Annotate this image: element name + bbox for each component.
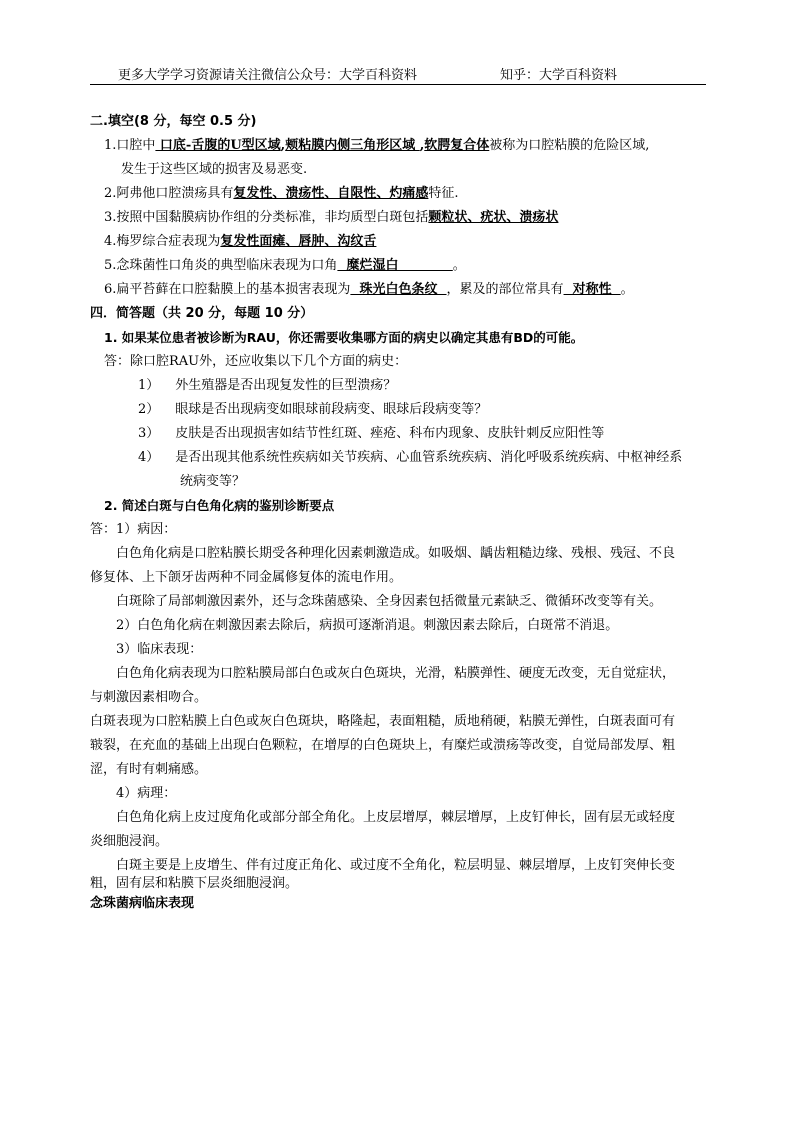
fill-q3-answer: 颗粒状、疣状、溃疡状	[428, 210, 559, 225]
fill-q1-sep-1: ,	[280, 138, 286, 153]
short-q1-answer-intro: 答：除口腔RAU外，还应收集以下几个方面的病史：	[104, 354, 408, 369]
short-q1-item-4-num: 4）	[138, 450, 160, 465]
short-q2-line: 白色角化病是口腔粘膜长期受各种理化因素刺激造成。如吸烟、龋齿粗糙边缘、残根、残冠、不良	[116, 546, 676, 561]
short-q2-line: 与刺激因素相吻合。	[90, 690, 208, 705]
fill-q2	[104, 186, 459, 202]
short-q2-line: 炎细胞浸润。	[90, 834, 169, 849]
short-q2-line: 涩，有时有刺痛感。	[90, 762, 208, 777]
short-q2-line: 白色角化病表现为口腔粘膜局部白色或灰白色斑块，光滑，粘膜弹性、硬度无改变，无自觉症状，	[116, 666, 676, 681]
fill-q1-post: 被称为口腔粘膜的危险区域,	[489, 138, 650, 153]
short-q2-line: 4）病理：	[116, 786, 177, 801]
fill-q4-answer: 复发性面瘫、唇肿、沟纹舌	[220, 234, 377, 249]
short-q1-item-4-text: 是否出现其他系统性疾病如关节疾病、心血管系统疾病、消化呼吸系统疾病、中枢神经系	[175, 450, 683, 465]
short-q2-title: 2. 简述白斑与白色角化病的鉴别诊断要点	[104, 498, 335, 513]
fill-q1-sep-2: ,	[419, 138, 425, 153]
fill-q1-answer-2: 颊粘膜内侧三角形区域	[285, 138, 420, 153]
short-q1-title: 1. 如果某位患者被诊断为RAU，你还需要收集哪方面的病史以确定其患有BD的可能。	[104, 330, 584, 345]
fill-q1-answer-1: 口底-舌腹的U型区域	[155, 138, 281, 153]
fill-q3	[104, 210, 558, 226]
short-q2-line: 皲裂，在充血的基础上出现白色颗粒，在增厚的白色斑块上，有糜烂或溃疡等改变，自觉局部发厚、粗	[90, 738, 676, 753]
short-q1-item-1-num: 1）	[138, 378, 160, 393]
short-q2-line: 白斑主要是上皮增生、伴有过度正角化、或过度不全角化，粒层明显、棘层增厚，上皮钉突伸长变	[116, 858, 676, 873]
fill-q6-pre: 6.扁平苔藓在口腔黏膜上的基本损害表现为	[104, 282, 351, 297]
short-q2-line: 粗，固有层和粘膜下层炎细胞浸润。	[90, 876, 299, 891]
short-q2-line: 答：1）病因：	[90, 522, 177, 537]
fill-q5-answer: 糜烂湿白	[337, 258, 453, 273]
fill-q3-pre: 3.按照中国黏膜病协作组的分类标准，非均质型白斑包括	[104, 210, 429, 225]
fill-q2-pre: 2.阿弗他口腔溃疡具有	[104, 186, 234, 201]
fill-q1-line2: 发生于这些区域的损害及易恶变.	[121, 162, 308, 177]
short-q1-item-1	[138, 378, 396, 394]
short-q2-line: 白色角化病上皮过度角化或部分部全角化。上皮层增厚，棘层增厚，上皮钉伸长，固有层无或轻度	[116, 810, 676, 825]
fill-q2-answer: 复发性、溃疡性、自限性、灼痛感	[233, 186, 429, 201]
fill-q1-pre: 1.口腔中	[104, 138, 156, 153]
header-left-text: 更多大学学习资源请关注微信公众号：大学百科资料	[118, 68, 418, 83]
short-q2-line: 白斑表现为口腔粘膜上白色或灰白色斑块，略隆起，表面粗糙，质地稍硬，粘膜无弹性，白斑表面可有	[90, 714, 676, 729]
short-q2-line: 2）白色角化病在刺激因素去除后，病损可逐渐消退。刺激因素去除后，白斑常不消退。	[116, 618, 619, 633]
fill-q5-pre: 5.念珠菌性口角炎的典型临床表现为口角	[104, 258, 338, 273]
fill-q5-post: 。	[452, 258, 466, 273]
fill-q6-answer-1: 珠光白色条纹	[350, 282, 447, 297]
fill-q4	[104, 234, 376, 250]
fill-q6-mid: ，累及的部位常具有	[446, 282, 564, 297]
fill-q4-pre: 4.梅罗综合症表现为	[104, 234, 221, 249]
short-q1-item-2-num: 2）	[138, 402, 160, 417]
short-q2-line: 修复体、上下颌牙齿两种不同金属修复体的流电作用。	[90, 570, 403, 585]
short-q1-item-2	[138, 402, 487, 418]
fill-q6	[104, 282, 634, 298]
short-q1-item-3-num: 3）	[138, 426, 160, 441]
fill-section-title: 二.填空(8 分，每空 0.5 分)	[90, 114, 257, 129]
short-q1-item-1-text: 外生殖器是否出现复发性的巨型溃疡？	[175, 378, 397, 393]
header-right-text: 知乎：大学百科资料	[500, 68, 618, 83]
short-q1-item-2-text: 眼球是否出现病变如眼球前段病变、眼球后段病变等？	[175, 402, 488, 417]
fill-q1	[104, 138, 649, 154]
fill-q5	[104, 258, 466, 274]
short-q1-item-4-cont: 统病变等？	[180, 474, 246, 489]
fill-q1-answer-3: 软腭复合体	[424, 138, 490, 153]
short-section-title: 四．简答题（共 20 分，每题 10 分）	[90, 306, 314, 321]
short-q1-item-3-text: 皮肤是否出现损害如结节性红斑、痤疮、科布内现象、皮肤针刺反应阳性等	[175, 426, 605, 441]
fill-q6-answer-2: 对称性	[563, 282, 621, 297]
last-heading: 念珠菌病临床表现	[90, 896, 195, 911]
short-q1-item-4	[138, 450, 682, 466]
page-header	[90, 62, 706, 85]
short-q2-line: 白斑除了局部刺激因素外，还与念珠菌感染、全身因素包括微量元素缺乏、微循环改变等有关。	[116, 594, 663, 609]
short-q1-item-3	[138, 426, 604, 442]
fill-q6-post: 。	[620, 282, 634, 297]
short-q2-line: 3）临床表现：	[116, 642, 203, 657]
fill-q2-post: 特征.	[428, 186, 459, 201]
